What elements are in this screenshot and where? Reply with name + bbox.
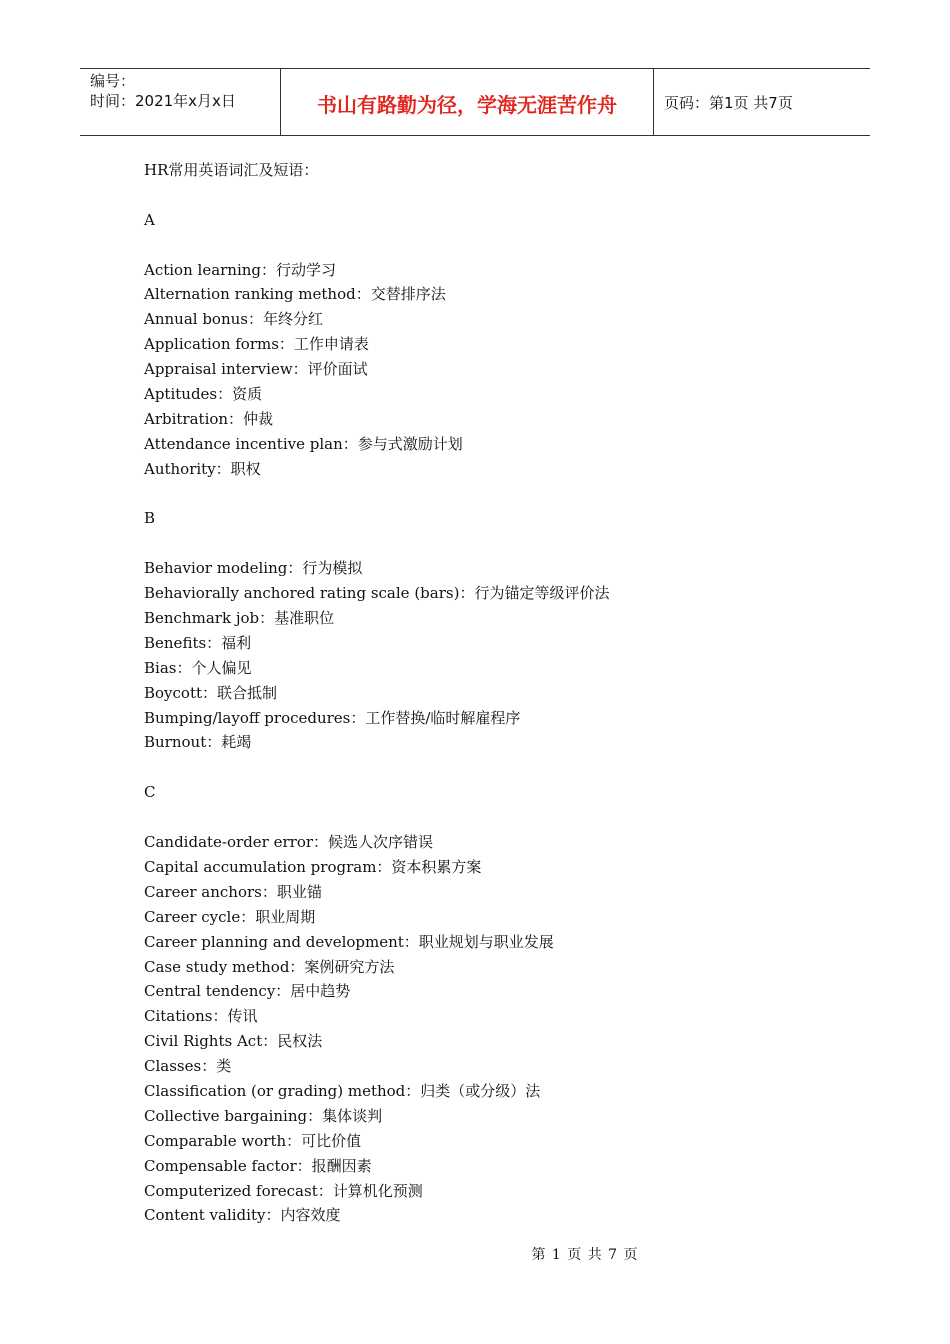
- glossary-entry: Comparable worth：可比价值: [144, 1131, 362, 1150]
- glossary-entry: Annual bonus：年终分红: [144, 310, 323, 329]
- glossary-entry: Central tendency：居中趋势: [144, 982, 351, 1001]
- glossary-entry: Burnout：耗竭: [144, 733, 252, 752]
- glossary-entry: Citations：传讯: [144, 1007, 258, 1026]
- glossary-entry: Career anchors：职业锚: [144, 882, 322, 901]
- glossary-entry: Behavior modeling：行为模拟: [144, 559, 363, 578]
- header-page-cell: [654, 69, 870, 135]
- glossary-entry: Classification (or grading) method：归类（或分级）法: [144, 1081, 541, 1100]
- page-footer: 第 1 页 共 7 页: [531, 1247, 639, 1263]
- spacer: [144, 482, 824, 507]
- glossary-entry: Capital accumulation program：资本积累方案: [144, 857, 482, 876]
- spacer: [144, 531, 824, 556]
- section-letter: A: [144, 210, 155, 229]
- glossary-entry: Behaviorally anchored rating scale (bars)：行为锚定等级评价法: [144, 584, 610, 603]
- glossary-entry: Benchmark job：基准职位: [144, 609, 335, 628]
- glossary-entry: Aptitudes：资质: [144, 385, 263, 404]
- section-c: [144, 780, 824, 1228]
- glossary-entry: Bumping/layoff procedures：工作替换/临时解雇程序: [144, 708, 521, 727]
- glossary-entry: Content validity：内容效度: [144, 1206, 341, 1225]
- glossary-entry: Benefits：福利: [144, 633, 252, 652]
- header-meta-cell: [80, 69, 281, 135]
- document-body: [144, 158, 824, 1228]
- header-motto-cell: [281, 69, 654, 135]
- spacer: [144, 755, 824, 780]
- glossary-entry: Action learning：行动学习: [144, 260, 337, 279]
- glossary-entry: Computerized forecast：计算机化预测: [144, 1181, 423, 1200]
- document-title: HR常用英语词汇及短语：: [144, 161, 319, 179]
- glossary-entry: Attendance incentive plan：参与式激励计划: [144, 434, 463, 453]
- document-time-label: 时间：2021年x月x日: [90, 92, 236, 110]
- spacer: [144, 183, 824, 208]
- glossary-entry: Boycott：联合抵制: [144, 683, 278, 702]
- glossary-entry: Collective bargaining：集体谈判: [144, 1106, 383, 1125]
- spacer: [144, 805, 824, 830]
- glossary-entry: Authority：职权: [144, 459, 261, 478]
- glossary-entry: Candidate-order error：候选人次序错误: [144, 833, 434, 852]
- section-letter: C: [144, 783, 156, 802]
- section-b: [144, 506, 824, 780]
- glossary-entry: Compensable factor：报酬因素: [144, 1156, 372, 1175]
- glossary-entry: Application forms：工作申请表: [144, 335, 369, 354]
- header-table: [80, 68, 870, 136]
- glossary-entry: Career cycle：职业周期: [144, 907, 316, 926]
- glossary-entry: Case study method：案例研究方法: [144, 957, 395, 976]
- section-letter: B: [144, 509, 156, 528]
- glossary-entry: Appraisal interview：评价面试: [144, 360, 368, 379]
- header-motto: 书山有路勤为径，学海无涯苦作舟: [317, 92, 617, 117]
- glossary-entry: Career planning and development：职业规划与职业发展: [144, 932, 554, 951]
- glossary-entry: Alternation ranking method：交替排序法: [144, 285, 446, 304]
- glossary-entry: Arbitration：仲裁: [144, 409, 274, 428]
- spacer: [144, 233, 824, 258]
- section-a: [144, 208, 824, 507]
- glossary-entry: Classes：类: [144, 1057, 232, 1076]
- header-page-info: 页码：第1页 共7页: [664, 93, 793, 112]
- glossary-entry: Bias：个人偏见: [144, 658, 252, 677]
- glossary-entry: Civil Rights Act：民权法: [144, 1032, 323, 1051]
- document-number-label: 编号：: [90, 72, 136, 90]
